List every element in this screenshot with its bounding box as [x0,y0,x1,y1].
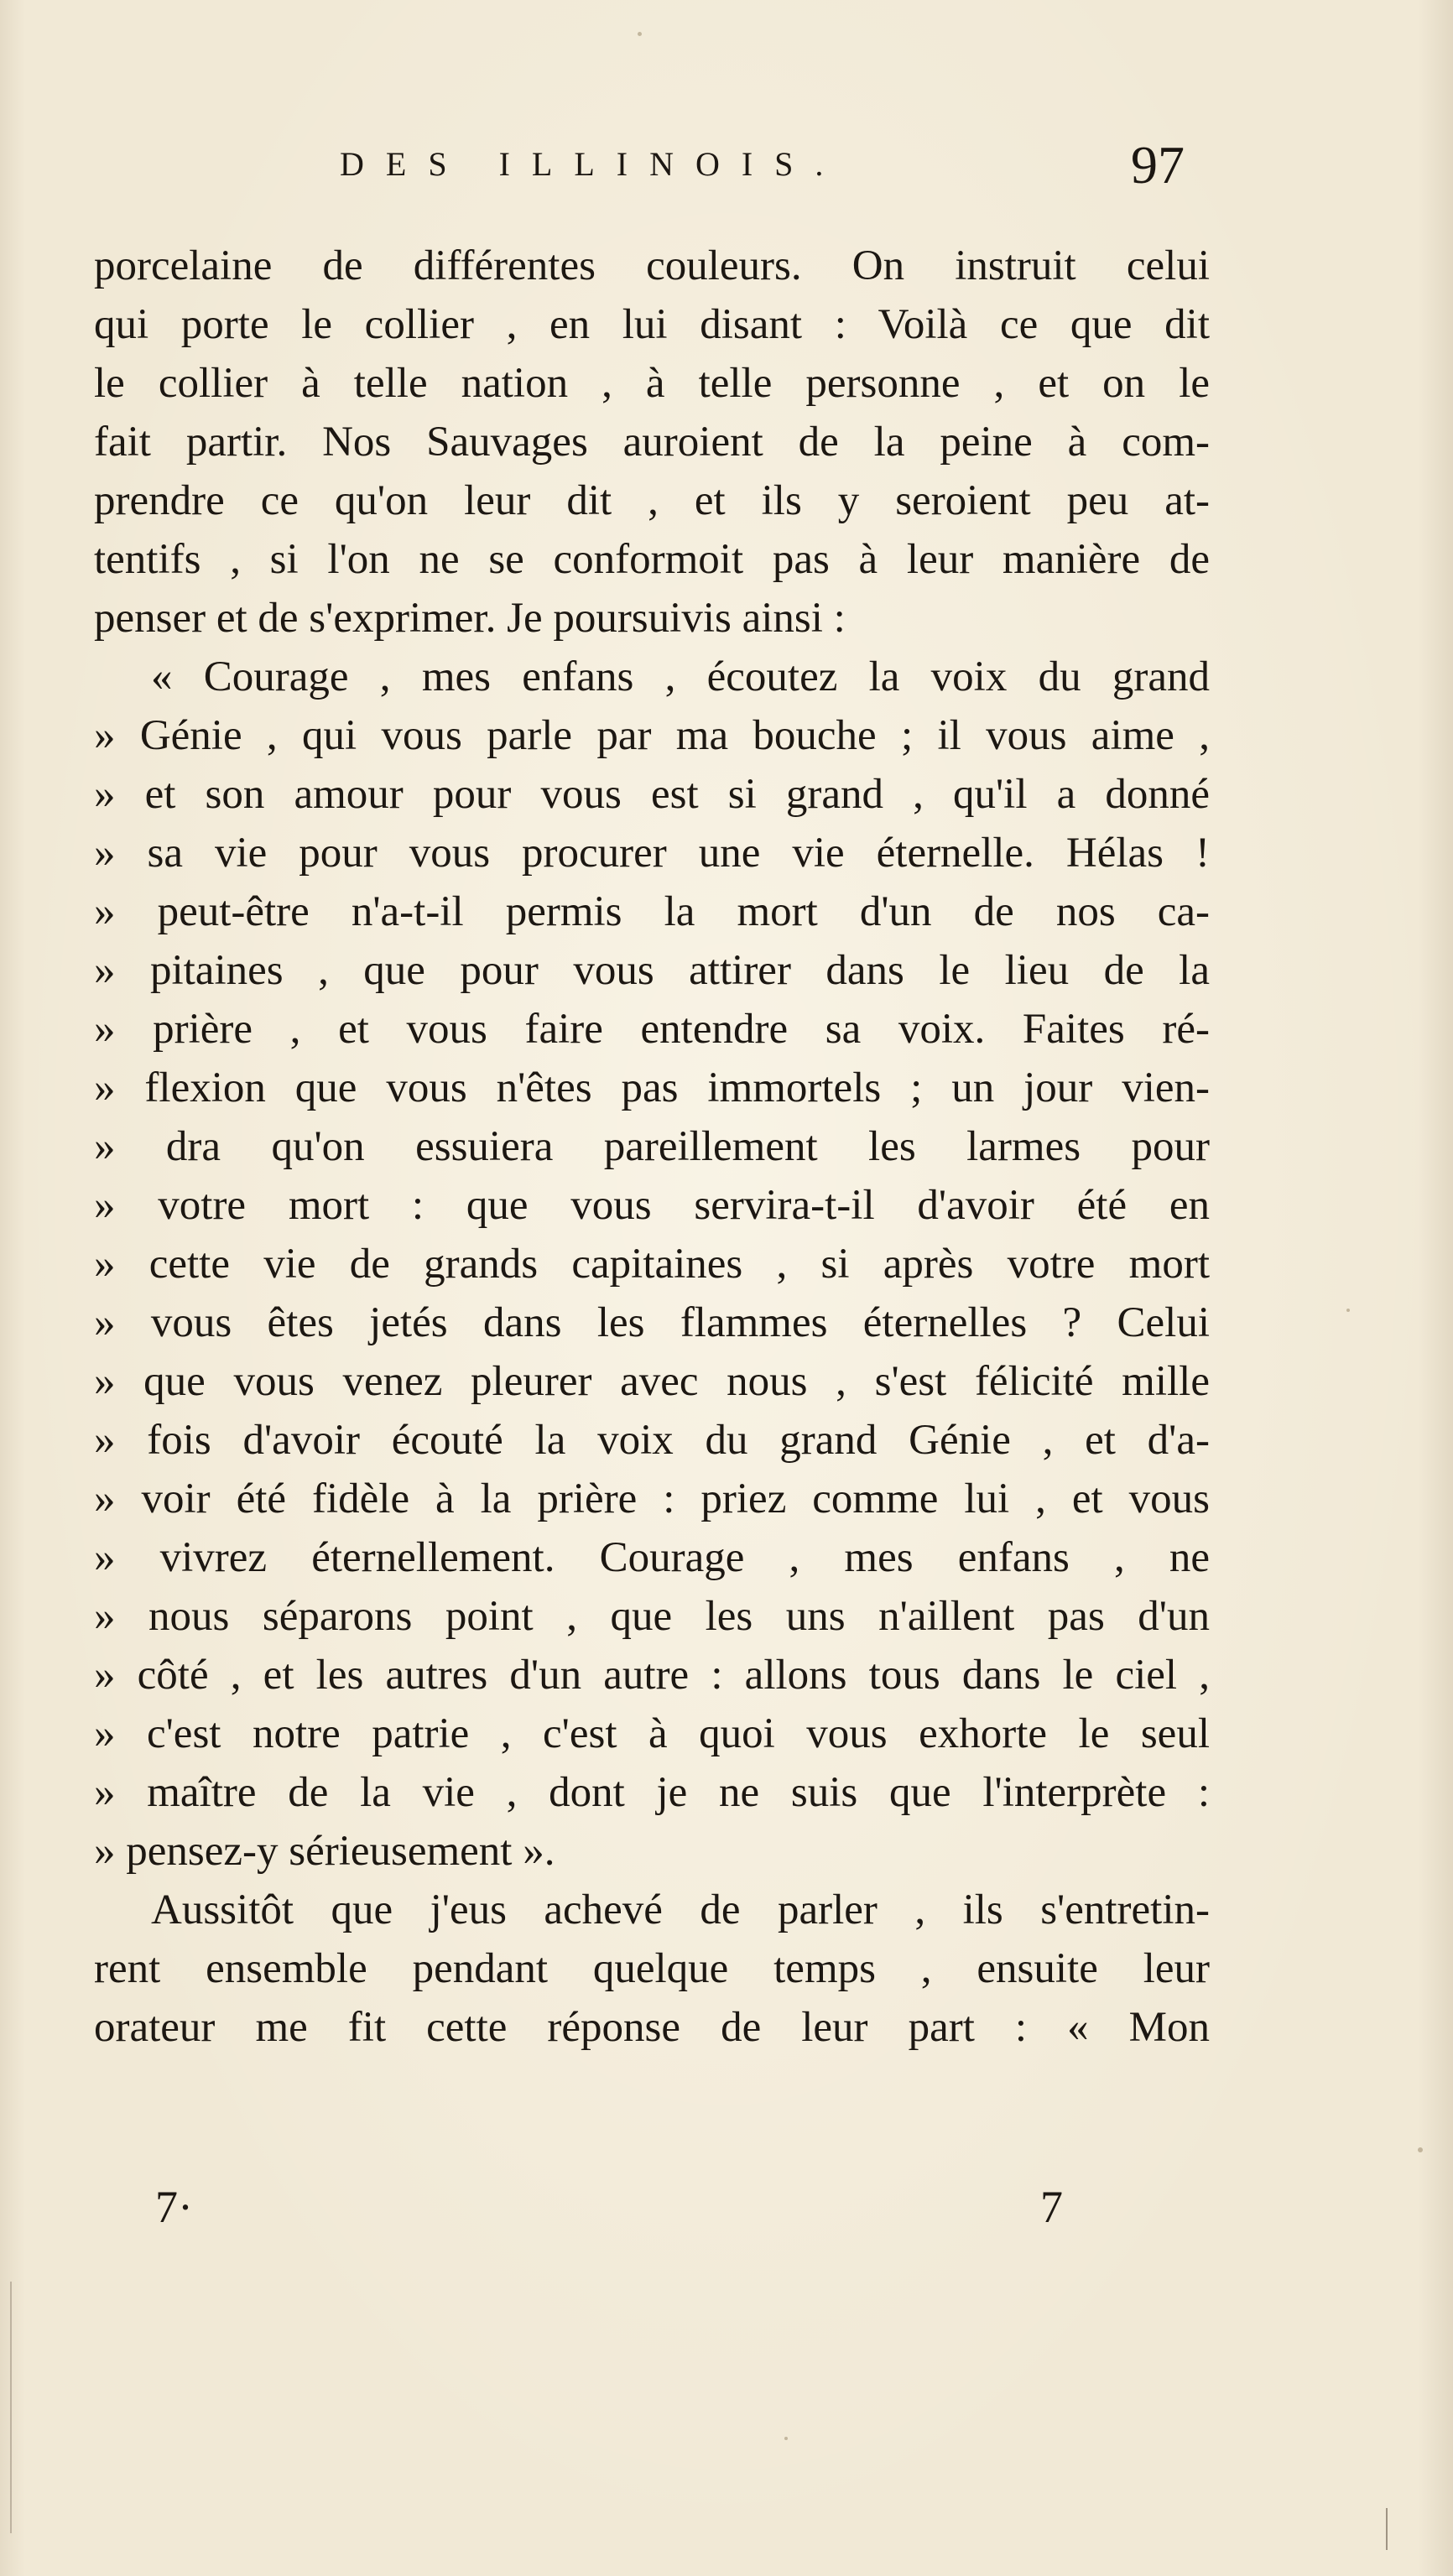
text-line: le collier à telle nation , à telle personne , et on le [94,360,1210,407]
paper-speck [784,2437,788,2440]
text-line: » cette vie de grands capitaines , si après votre mort [94,1241,1210,1288]
text-line: » voir été fidèle à la prière : priez comme lui , et vous [94,1475,1210,1522]
text-line: orateur me fit cette réponse de leur part : « Mon [94,2004,1210,2051]
paper-mark [1386,2508,1388,2550]
text-line: » prière , et vous faire entendre sa voix. Faites ré- [94,1006,1210,1053]
text-line: » pitaines , que pour vous attirer dans le lieu de la [94,947,1210,994]
text-line: fait partir. Nos Sauvages auroient de la peine à com- [94,419,1210,466]
text-line: » Génie , qui vous parle par ma bouche ; il vous aime , [94,712,1210,759]
text-line: rent ensemble pendant quelque temps , ensuite leur [94,1945,1210,1992]
page-number: 97 [1131,135,1185,195]
text-line: » vivrez éternellement. Courage , mes enfans , ne [94,1534,1210,1581]
paper-speck [638,32,642,36]
text-line: » nous séparons point , que les uns n'aillent pas d'un [94,1593,1210,1640]
paper-edge-mark [10,2282,12,2533]
text-line: » peut-être n'a-t-il permis la mort d'un de nos ca- [94,888,1210,935]
paper-speck [1346,1309,1350,1312]
text-line: » pensez-y sérieusement ». [94,1828,555,1875]
text-line: » vous êtes jetés dans les flammes éternelles ? Celui [94,1299,1210,1346]
text-line: penser et de s'exprimer. Je poursuivis ainsi : [94,595,846,642]
text-line: » que vous venez pleurer avec nous , s'est félicité mille [94,1358,1210,1405]
text-line: » sa vie pour vous procurer une vie éternelle. Hélas ! [94,830,1210,877]
text-line: » fois d'avoir écouté la voix du grand Génie , et d'a- [94,1417,1210,1464]
text-line: « Courage , mes enfans , écoutez la voix du grand [151,653,1210,700]
text-line: qui porte le collier , en lui disant : Voilà ce que dit [94,301,1210,348]
text-line: » côté , et les autres d'un autre : allons tous dans le ciel , [94,1652,1210,1699]
text-line: porcelaine de différentes couleurs. On instruit celui [94,242,1210,289]
signature-mark-right: 7 [1040,2182,1063,2232]
text-line: » maître de la vie , dont je ne suis que l'interprète : [94,1769,1210,1816]
signature-mark-left: 7· [155,2182,193,2232]
text-line: » et son amour pour vous est si grand , qu'il a donné [94,771,1210,818]
running-head: DES ILLINOIS. [340,145,846,183]
text-line: tentifs , si l'on ne se conformoit pas à leur manière de [94,536,1210,583]
paper-speck [1418,2147,1423,2152]
text-line: prendre ce qu'on leur dit , et ils y seroient peu at- [94,477,1210,524]
text-line: » flexion que vous n'êtes pas immortels ; un jour vien- [94,1064,1210,1111]
text-line: » c'est notre patrie , c'est à quoi vous exhorte le seul [94,1710,1210,1757]
text-line: Aussitôt que j'eus achevé de parler , ils s'entretin- [151,1886,1210,1933]
text-line: » votre mort : que vous servira-t-il d'avoir été en [94,1182,1210,1229]
text-line: » dra qu'on essuiera pareillement les larmes pour [94,1123,1210,1170]
